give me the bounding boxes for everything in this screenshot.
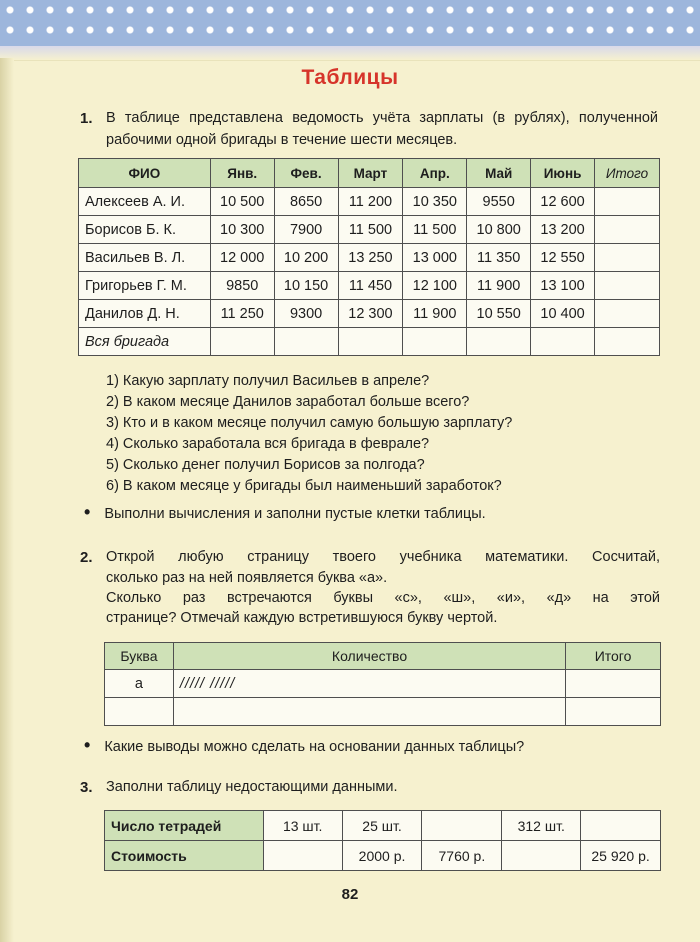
letter-table-header-row	[105, 643, 661, 670]
cell-total-empty	[595, 216, 660, 244]
header-count: Количество	[173, 643, 565, 670]
cell-value: 10 150	[274, 272, 338, 300]
cell-value: 8650	[274, 188, 338, 216]
cell-empty	[403, 328, 467, 356]
task2-line-4: странице? Отмечай каждую встретившуюся букву чертой.	[106, 610, 498, 626]
cell-value: 25 920 р.	[581, 841, 661, 871]
row-label-notebooks: Число тетрадей	[105, 811, 264, 841]
bullet-text: Выполни вычисления и заполни пустые клетки таблицы.	[104, 506, 486, 522]
cell-value: 13 200	[531, 216, 595, 244]
cell-value: 25 шт.	[342, 811, 422, 841]
page-number: 82	[341, 886, 359, 903]
cell-letter: а	[105, 670, 174, 698]
cell-total-empty	[595, 188, 660, 216]
page-title: Таблицы	[301, 66, 399, 89]
task1-questions	[106, 371, 646, 497]
cell-value: 10 550	[467, 300, 531, 328]
cell-empty	[210, 328, 274, 356]
task2-bullet	[84, 735, 524, 756]
cell-tally: ///// /////	[173, 670, 565, 698]
bullet-text: Какие выводы можно сделать на основании данных таблицы?	[104, 739, 525, 755]
cell-value: 11 500	[403, 216, 467, 244]
header-letter: Буква	[105, 643, 174, 670]
question-item: 6) В каком месяце у бригады был наименьший заработок?	[106, 478, 502, 494]
table-row	[79, 188, 660, 216]
cell-value: 10 350	[403, 188, 467, 216]
task1-text: В таблице представлена ведомость учёта зарплаты (в рублях), полученной рабочими одной бригады в течение шести месяцев.	[106, 110, 658, 148]
header-total: Итого	[566, 643, 661, 670]
cell-empty	[502, 841, 581, 871]
cell-value: 12 600	[531, 188, 595, 216]
table-row	[79, 300, 660, 328]
table-row-total	[79, 328, 660, 356]
cell-value: 10 800	[467, 216, 531, 244]
table-row	[79, 244, 660, 272]
cell-value: 7760 р.	[422, 841, 502, 871]
cell-value: 9850	[210, 272, 274, 300]
task2-line-2: сколько раз на ней появляется буква «а».	[106, 570, 388, 586]
cell-total-empty	[595, 244, 660, 272]
cell-name: Борисов Б. К.	[79, 216, 211, 244]
cell-value: 13 250	[338, 244, 403, 272]
header-jan: Янв.	[210, 159, 274, 188]
page-spine-shadow	[0, 58, 14, 942]
cell-value: 11 250	[210, 300, 274, 328]
header-jun: Июнь	[531, 159, 595, 188]
table-row	[79, 216, 660, 244]
cell-value: 2000 р.	[342, 841, 422, 871]
cell-value: 10 200	[274, 244, 338, 272]
task1-bullet	[84, 502, 486, 523]
row-label-cost: Стоимость	[105, 841, 264, 871]
cell-value: 7900	[274, 216, 338, 244]
cell-value: 10 500	[210, 188, 274, 216]
cell-value: 312 шт.	[502, 811, 581, 841]
header-fio: ФИО	[79, 159, 211, 188]
header-fade	[0, 46, 700, 60]
cell-empty	[105, 698, 174, 726]
cell-name: Васильев В. Л.	[79, 244, 211, 272]
cell-total-empty	[595, 272, 660, 300]
header-may: Май	[467, 159, 531, 188]
cell-value: 10 400	[531, 300, 595, 328]
table-row	[105, 841, 661, 871]
cell-value: 13 100	[531, 272, 595, 300]
letter-count-table	[104, 642, 661, 726]
bullet-dot: •	[84, 502, 91, 522]
cell-value: 11 500	[338, 216, 403, 244]
question-item: 2) В каком месяце Данилов заработал больше всего?	[106, 394, 470, 410]
cell-value: 12 550	[531, 244, 595, 272]
cell-empty	[595, 328, 660, 356]
cell-value: 12 100	[403, 272, 467, 300]
header-mar: Март	[338, 159, 403, 188]
task3-number: 3.	[80, 779, 93, 796]
cell-empty	[338, 328, 403, 356]
cell-name: Григорьев Г. М.	[79, 272, 211, 300]
task2-line-3: Сколько раз встречаются буквы «с», «ш», «и», «д» на этой	[106, 590, 660, 606]
cell-value: 13 шт.	[263, 811, 342, 841]
cell-value: 12 000	[210, 244, 274, 272]
cell-empty	[581, 811, 661, 841]
table-row	[105, 698, 661, 726]
table-row	[105, 670, 661, 698]
cell-value: 9550	[467, 188, 531, 216]
cell-empty	[173, 698, 565, 726]
table-row	[79, 272, 660, 300]
salary-table-header-row	[79, 159, 660, 188]
cell-empty	[531, 328, 595, 356]
cell-value: 11 900	[403, 300, 467, 328]
cell-name: Данилов Д. Н.	[79, 300, 211, 328]
cell-empty	[274, 328, 338, 356]
cell-empty	[467, 328, 531, 356]
cell-value: 12 300	[338, 300, 403, 328]
cell-empty	[566, 670, 661, 698]
cell-brigade-label: Вся бригада	[79, 328, 211, 356]
header-feb: Фев.	[274, 159, 338, 188]
cell-value: 11 200	[338, 188, 403, 216]
header-apr: Апр.	[403, 159, 467, 188]
table-row	[105, 811, 661, 841]
bullet-dot: •	[84, 735, 91, 755]
question-item: 3) Кто и в каком месяце получил самую большую зарплату?	[106, 415, 513, 431]
cell-name: Алексеев А. И.	[79, 188, 211, 216]
cell-value: 11 450	[338, 272, 403, 300]
cell-value: 13 000	[403, 244, 467, 272]
task3-text: Заполни таблицу недостающими данными.	[106, 779, 398, 795]
task2-line-1: Открой любую страницу твоего учебника математики. Сосчитай,	[106, 549, 660, 565]
question-item: 5) Сколько денег получил Борисов за полгода?	[106, 457, 425, 473]
cell-value: 11 350	[467, 244, 531, 272]
cell-value: 10 300	[210, 216, 274, 244]
cell-empty	[422, 811, 502, 841]
task1-number: 1.	[80, 110, 93, 127]
cell-value: 9300	[274, 300, 338, 328]
cell-empty	[566, 698, 661, 726]
task2-number: 2.	[80, 549, 93, 566]
cell-total-empty	[595, 300, 660, 328]
header-total: Итого	[595, 159, 660, 188]
cell-value: 11 900	[467, 272, 531, 300]
notebook-price-table	[104, 810, 661, 871]
question-item: 1) Какую зарплату получил Васильев в апреле?	[106, 373, 430, 389]
question-item: 4) Сколько заработала вся бригада в феврале?	[106, 436, 430, 452]
salary-table	[78, 158, 660, 356]
cell-empty	[263, 841, 342, 871]
